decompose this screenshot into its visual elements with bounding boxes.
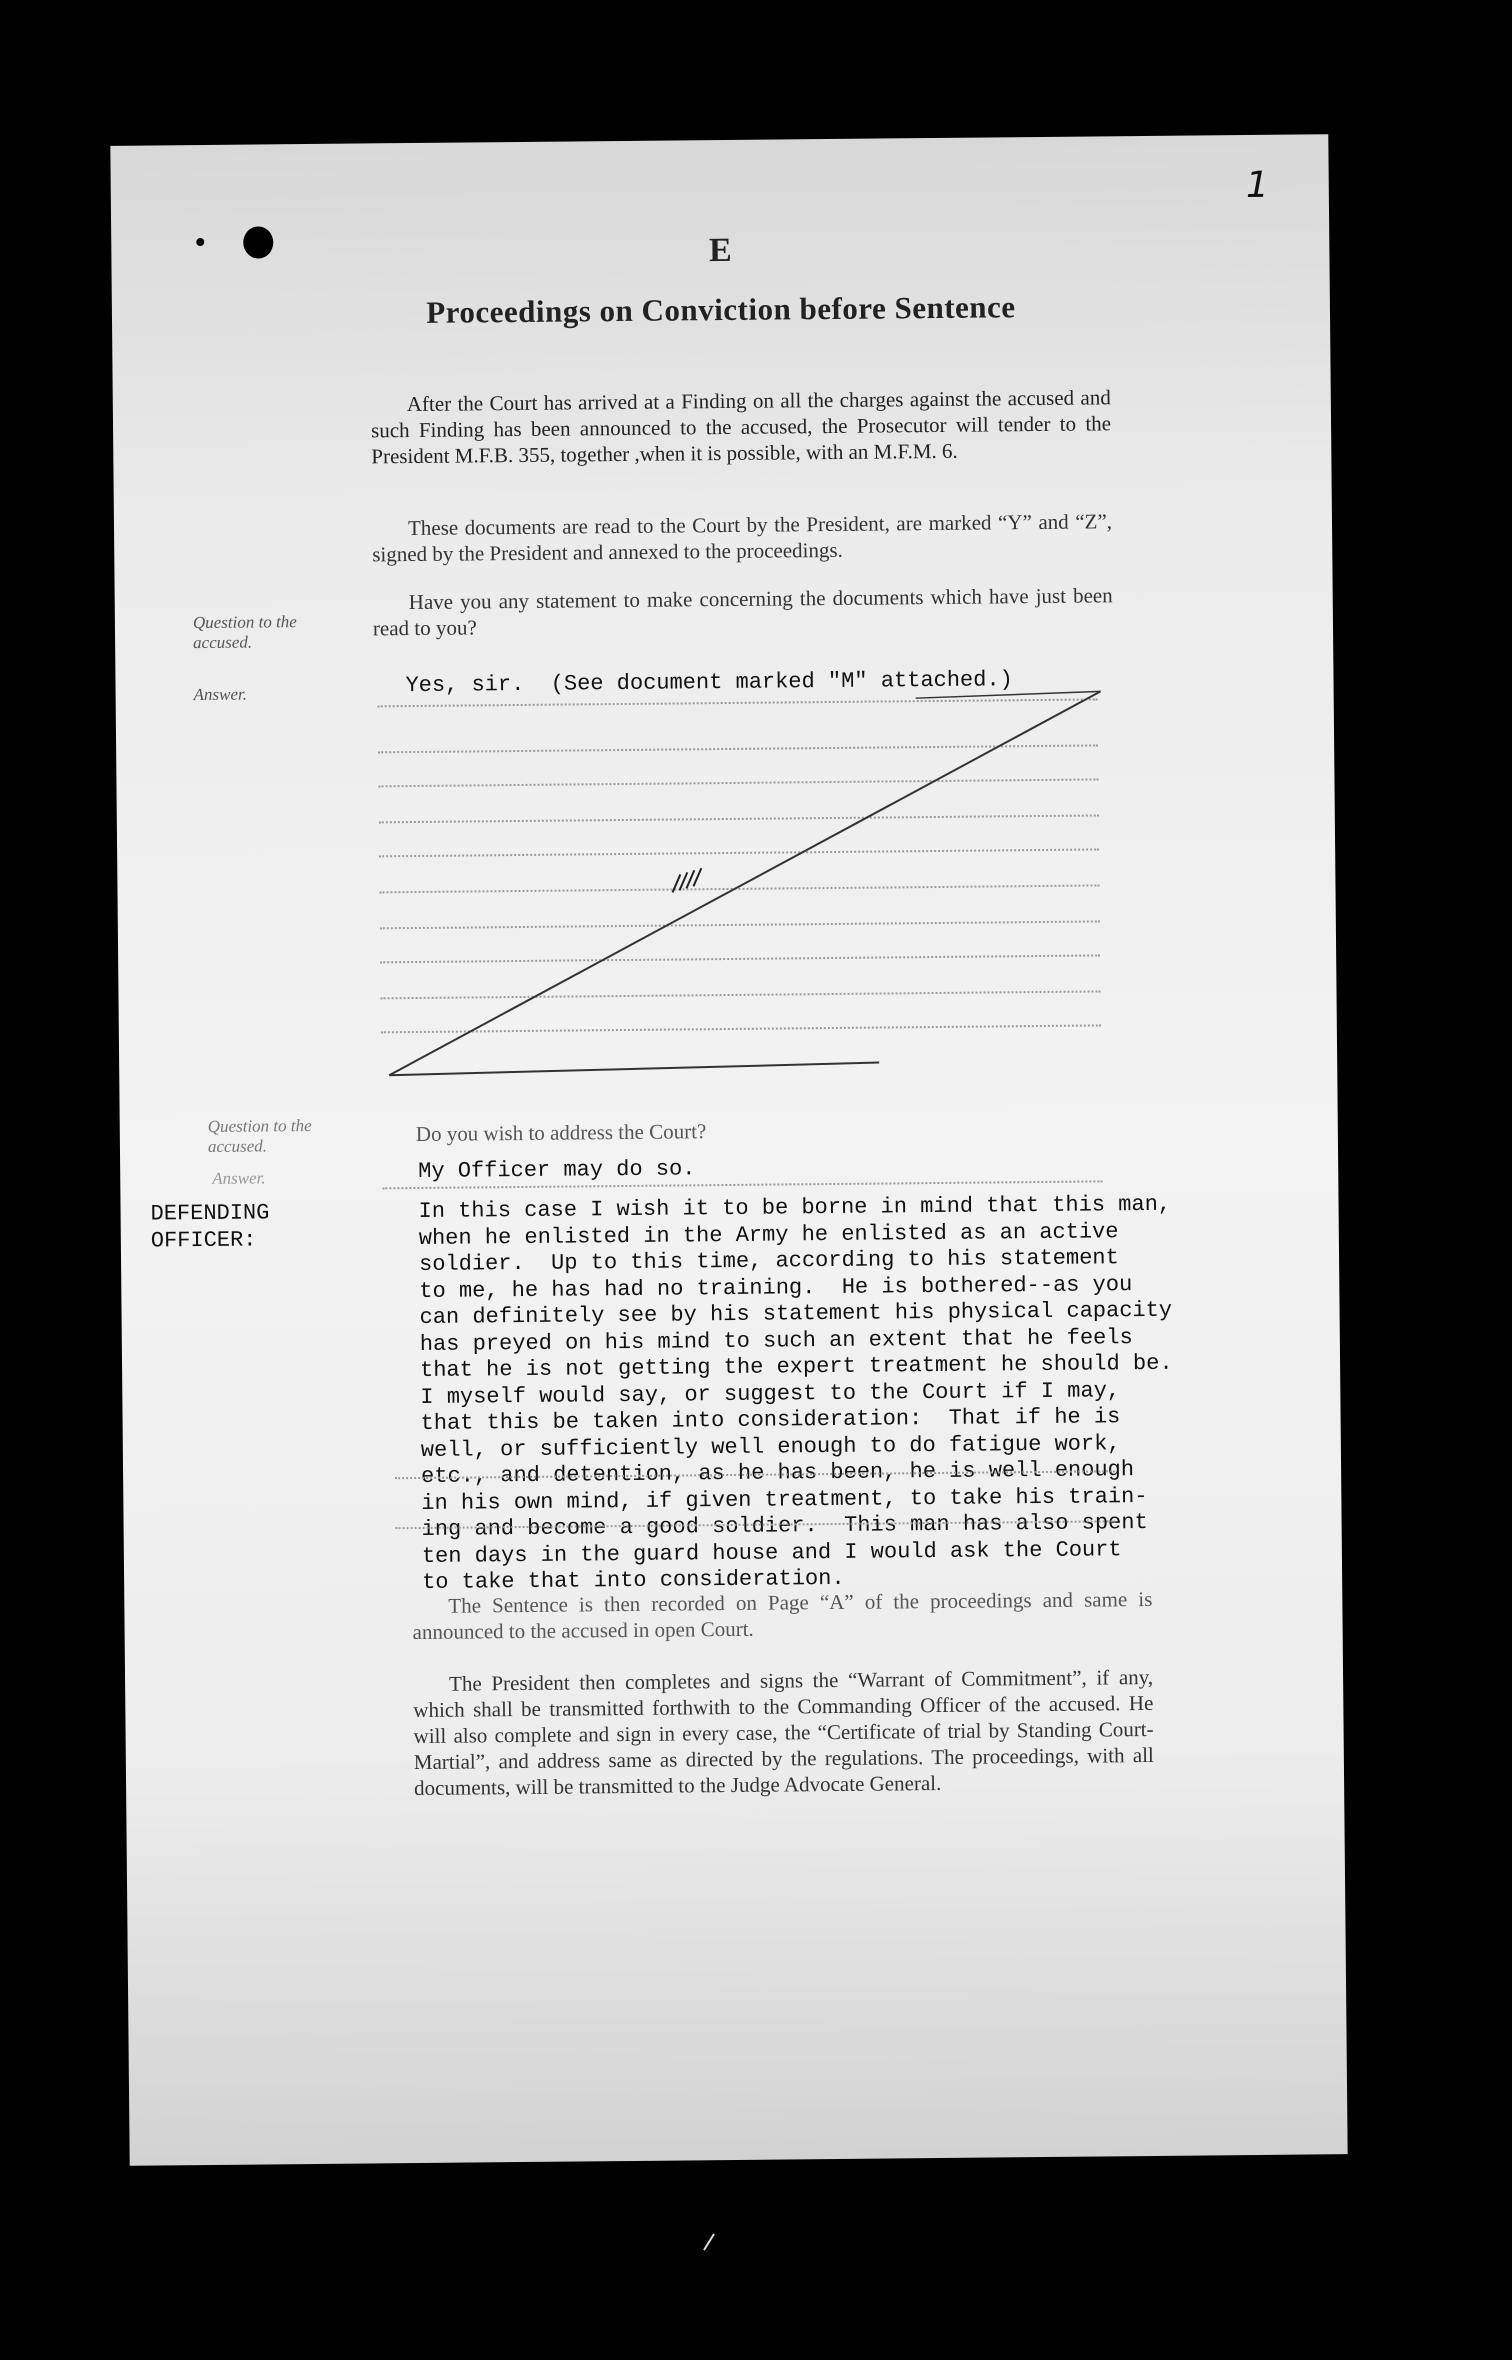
statement-line: has preyed on his mind to such an extent that he feels — [419, 1324, 1133, 1357]
question1-answer-label: Answer. — [193, 684, 248, 705]
defending-officer-statement — [418, 1190, 1322, 1596]
document-page — [110, 134, 1347, 2166]
question2-margin-label: Question to the accused. — [207, 1116, 312, 1157]
question2-answer: My Officer may do so. — [418, 1156, 696, 1184]
statement-line: etc., and detention, as he has been, he is well enough — [420, 1457, 1135, 1489]
page-number: 1 — [1245, 164, 1269, 206]
question1-margin-label: Question to the accused. — [192, 612, 297, 653]
statement-line: in his own mind, if given treatment, to take his train- — [421, 1483, 1148, 1516]
statement-line: well, or sufficiently well enough to do fatigue work, — [420, 1430, 1121, 1463]
statement-line: In this case I wish it to be borne in mind that this man, — [418, 1191, 1172, 1224]
defending-officer-label: DEFENDING OFFICER: — [150, 1200, 270, 1254]
president-paragraph: The President then completes and signs the “Warrant of Commitment”, if any, which shall be transmitted forthwith to the Commanding Officer of the accused. He will also complete and sign in every case, the “Certificate of trial by Standing Court-Martial”, and address same as directed by the regulations. The proceedings, with all documents, will be transmitted to the Judge Advocate General. — [413, 1664, 1154, 1801]
statement-line: to take that into consideration. — [422, 1565, 845, 1595]
statement-line: when he enlisted in the Army he enlisted as an active — [418, 1218, 1119, 1251]
section-letter: E — [708, 231, 732, 270]
statement-line: ten days in the guard house and I would ask the Court — [421, 1536, 1122, 1569]
intro-paragraph: After the Court has arrived at a Finding on all the charges against the accused and such Finding has been announced to the accused, the Prosecutor will tender to the President M.F.B. 355, together ,when it is possible, with an M.F.M. 6. — [370, 385, 1112, 469]
question2-answer-label: Answer. — [212, 1168, 266, 1188]
documents-paragraph: These documents are read to the Court by the President, are marked “Y” and “Z”, signed by the President and annexed to the proceedings. — [372, 509, 1113, 567]
question2-text: Do you wish to address the Court? — [415, 1119, 707, 1147]
statement-line: can definitely see by his statement his physical capacity — [419, 1297, 1173, 1330]
question1-text: Have you any statement to make concerning the documents which have just been read to you? — [372, 583, 1113, 641]
question1-answer: Yes, sir. (See document marked "M" attached.) — [405, 667, 1013, 699]
statement-line: that he is not getting the expert treatment he should be. — [419, 1350, 1173, 1383]
stray-mark — [700, 2230, 720, 2254]
statement-line: ing and become a good soldier. This man has also spent — [421, 1509, 1148, 1542]
page-title: Proceedings on Conviction before Sentence — [426, 289, 1016, 330]
statement-line: I myself would say, or suggest to the Court if I may, — [420, 1377, 1121, 1410]
statement-line: to me, he has had no training. He is bothered--as you — [419, 1271, 1133, 1304]
sentence-paragraph: The Sentence is then recorded on Page “A” of the proceedings and same is announced to the accused in open Court. — [412, 1586, 1153, 1645]
statement-line: that this be taken into consideration: That if he is — [420, 1404, 1121, 1436]
strike-through-mark — [110, 134, 1338, 1146]
statement-line: soldier. Up to this time, according to his statement — [418, 1245, 1119, 1277]
